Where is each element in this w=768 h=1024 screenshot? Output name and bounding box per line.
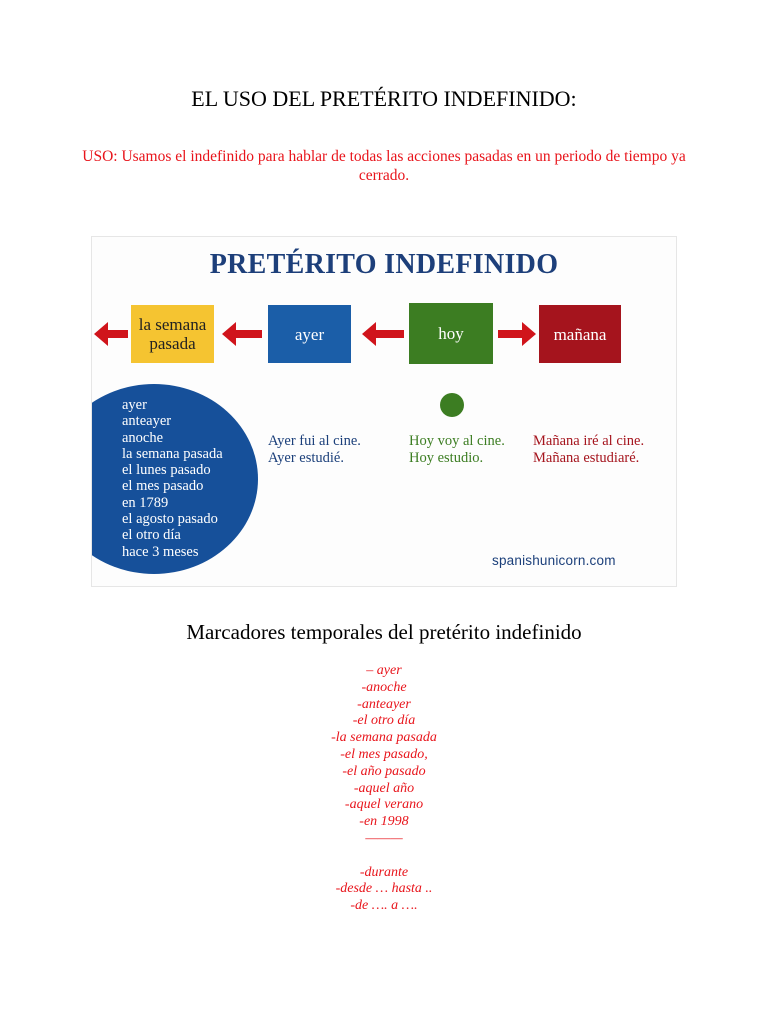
circle-item: el lunes pasado	[122, 462, 211, 479]
marker-item: -en 1998	[359, 814, 409, 830]
source-credit: spanishunicorn.com	[492, 553, 616, 568]
circle-item: ayer	[122, 397, 147, 413]
infographic-heading: PRETÉRITO INDEFINIDO	[209, 249, 559, 280]
example-line: Ayer fui al cine.	[268, 433, 361, 449]
example-line: Ayer estudié.	[268, 449, 344, 466]
box-manana: mañana	[539, 305, 621, 363]
marker-item: -aquel año	[353, 780, 415, 796]
marker-item: – ayer	[366, 663, 402, 678]
marker-item: -el otro día	[352, 713, 416, 729]
circle-item: hace 3 meses	[122, 543, 199, 560]
marker-item: -de …. a ….	[350, 898, 418, 914]
box-ayer: ayer	[268, 305, 351, 363]
circle-item: la semana pasada	[122, 445, 223, 462]
marker-divider: ———	[365, 830, 403, 846]
circle-item: en 1789	[122, 494, 169, 511]
marker-item: -anteayer	[357, 696, 411, 712]
arrow-left-icon	[362, 321, 404, 347]
arrow-right-icon	[498, 321, 536, 347]
marker-item: -desde … hasta ..	[335, 881, 433, 897]
future-examples	[533, 433, 644, 466]
marker-item: -el mes pasado,	[340, 746, 428, 762]
marker-item: -anoche	[361, 679, 407, 695]
temporal-markers-list	[0, 663, 768, 915]
box-la-semana-pasada: la semana pasada	[131, 305, 214, 363]
past-examples	[268, 433, 361, 466]
marker-spacer	[0, 848, 768, 865]
document-title: EL USO DEL PRETÉRITO INDEFINIDO:	[191, 86, 577, 111]
example-line: Mañana iré al cine.	[533, 433, 645, 449]
marker-item: -el año pasado	[342, 763, 426, 779]
section-subtitle: Marcadores temporales del pretérito indefinido	[186, 620, 582, 644]
preterito-infographic	[91, 236, 677, 587]
circle-item: anteayer	[122, 413, 172, 430]
present-dot-icon	[440, 393, 464, 417]
present-examples	[409, 433, 505, 466]
marker-item: -durante	[359, 864, 409, 880]
marker-item: -aquel verano	[344, 797, 424, 813]
arrow-left-icon	[94, 321, 128, 347]
uso-paragraph: USO: Usamos el indefinido para hablar de todas las acciones pasadas en un periodo de tiempo ya cerrado.	[82, 148, 686, 184]
past-markers-list	[122, 397, 223, 560]
example-line: Hoy voy al cine.	[409, 433, 505, 449]
example-line: Mañana estudiaré.	[533, 449, 640, 466]
circle-item: el mes pasado	[122, 478, 204, 495]
circle-item: el agosto pasado	[122, 511, 218, 528]
marker-item: -la semana pasada	[331, 730, 437, 746]
box-hoy: hoy	[409, 303, 493, 364]
circle-item: el otro día	[122, 527, 181, 544]
circle-item: anoche	[122, 429, 164, 446]
arrow-left-icon	[222, 321, 262, 347]
example-line: Hoy estudio.	[409, 449, 484, 466]
